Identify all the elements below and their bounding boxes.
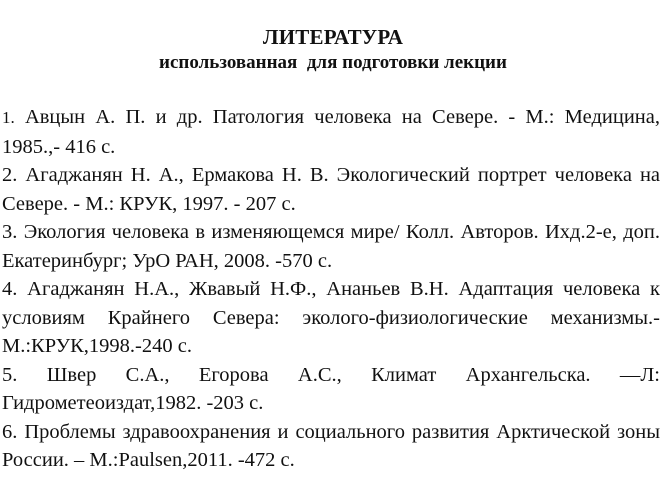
reference-item	[2, 361, 660, 418]
reference-text: Экология человека в изменяющемся мире/ Колл. Авторов. Ихд.2-е, доп. Екатеринбург; УрО РАН, 2008. -570 с.	[2, 221, 660, 272]
reference-item	[2, 218, 660, 275]
reference-text: Агаджанян Н. А., Ермакова Н. В. Экологический портрет человека на Севере. - М.: КРУК, 1997. - 207 с.	[2, 164, 661, 215]
reference-item	[2, 103, 660, 161]
reference-number: 3.	[2, 221, 18, 243]
page-subtitle: использованная для подготовки лекции	[159, 52, 507, 73]
reference-item	[2, 418, 660, 475]
reference-number: 6.	[2, 420, 18, 443]
reference-item	[2, 161, 660, 218]
reference-text: Швер С.А., Егорова А.С., Климат Архангельска. —Л: Гидрометеоиздат,1982. -203 с.	[2, 363, 661, 414]
page-title: ЛИТЕРАТУРА	[262, 25, 404, 49]
reference-text: Проблемы здравоохранения и социального развития Арктической зоны России. – М.:Paulsen,2011. -472 с.	[2, 420, 661, 471]
reference-item	[2, 275, 660, 361]
reference-text: Авцын А. П. и др. Патология человека на Севере. - М.: Медицина, 1985.,- 416 с.	[2, 106, 660, 158]
reference-list	[2, 103, 660, 475]
reference-number: 5.	[2, 363, 18, 386]
reference-number: 1.	[2, 108, 15, 127]
reference-number: 4.	[2, 278, 18, 300]
reference-text: Агаджанян Н.А., Жвавый Н.Ф., Ананьев В.Н. Адаптация человека к условиям Крайнего Севера: эколого-физиологические механизмы.-М.:КРУК,1998.-240 с.	[2, 278, 661, 357]
reference-number: 2.	[2, 164, 18, 186]
